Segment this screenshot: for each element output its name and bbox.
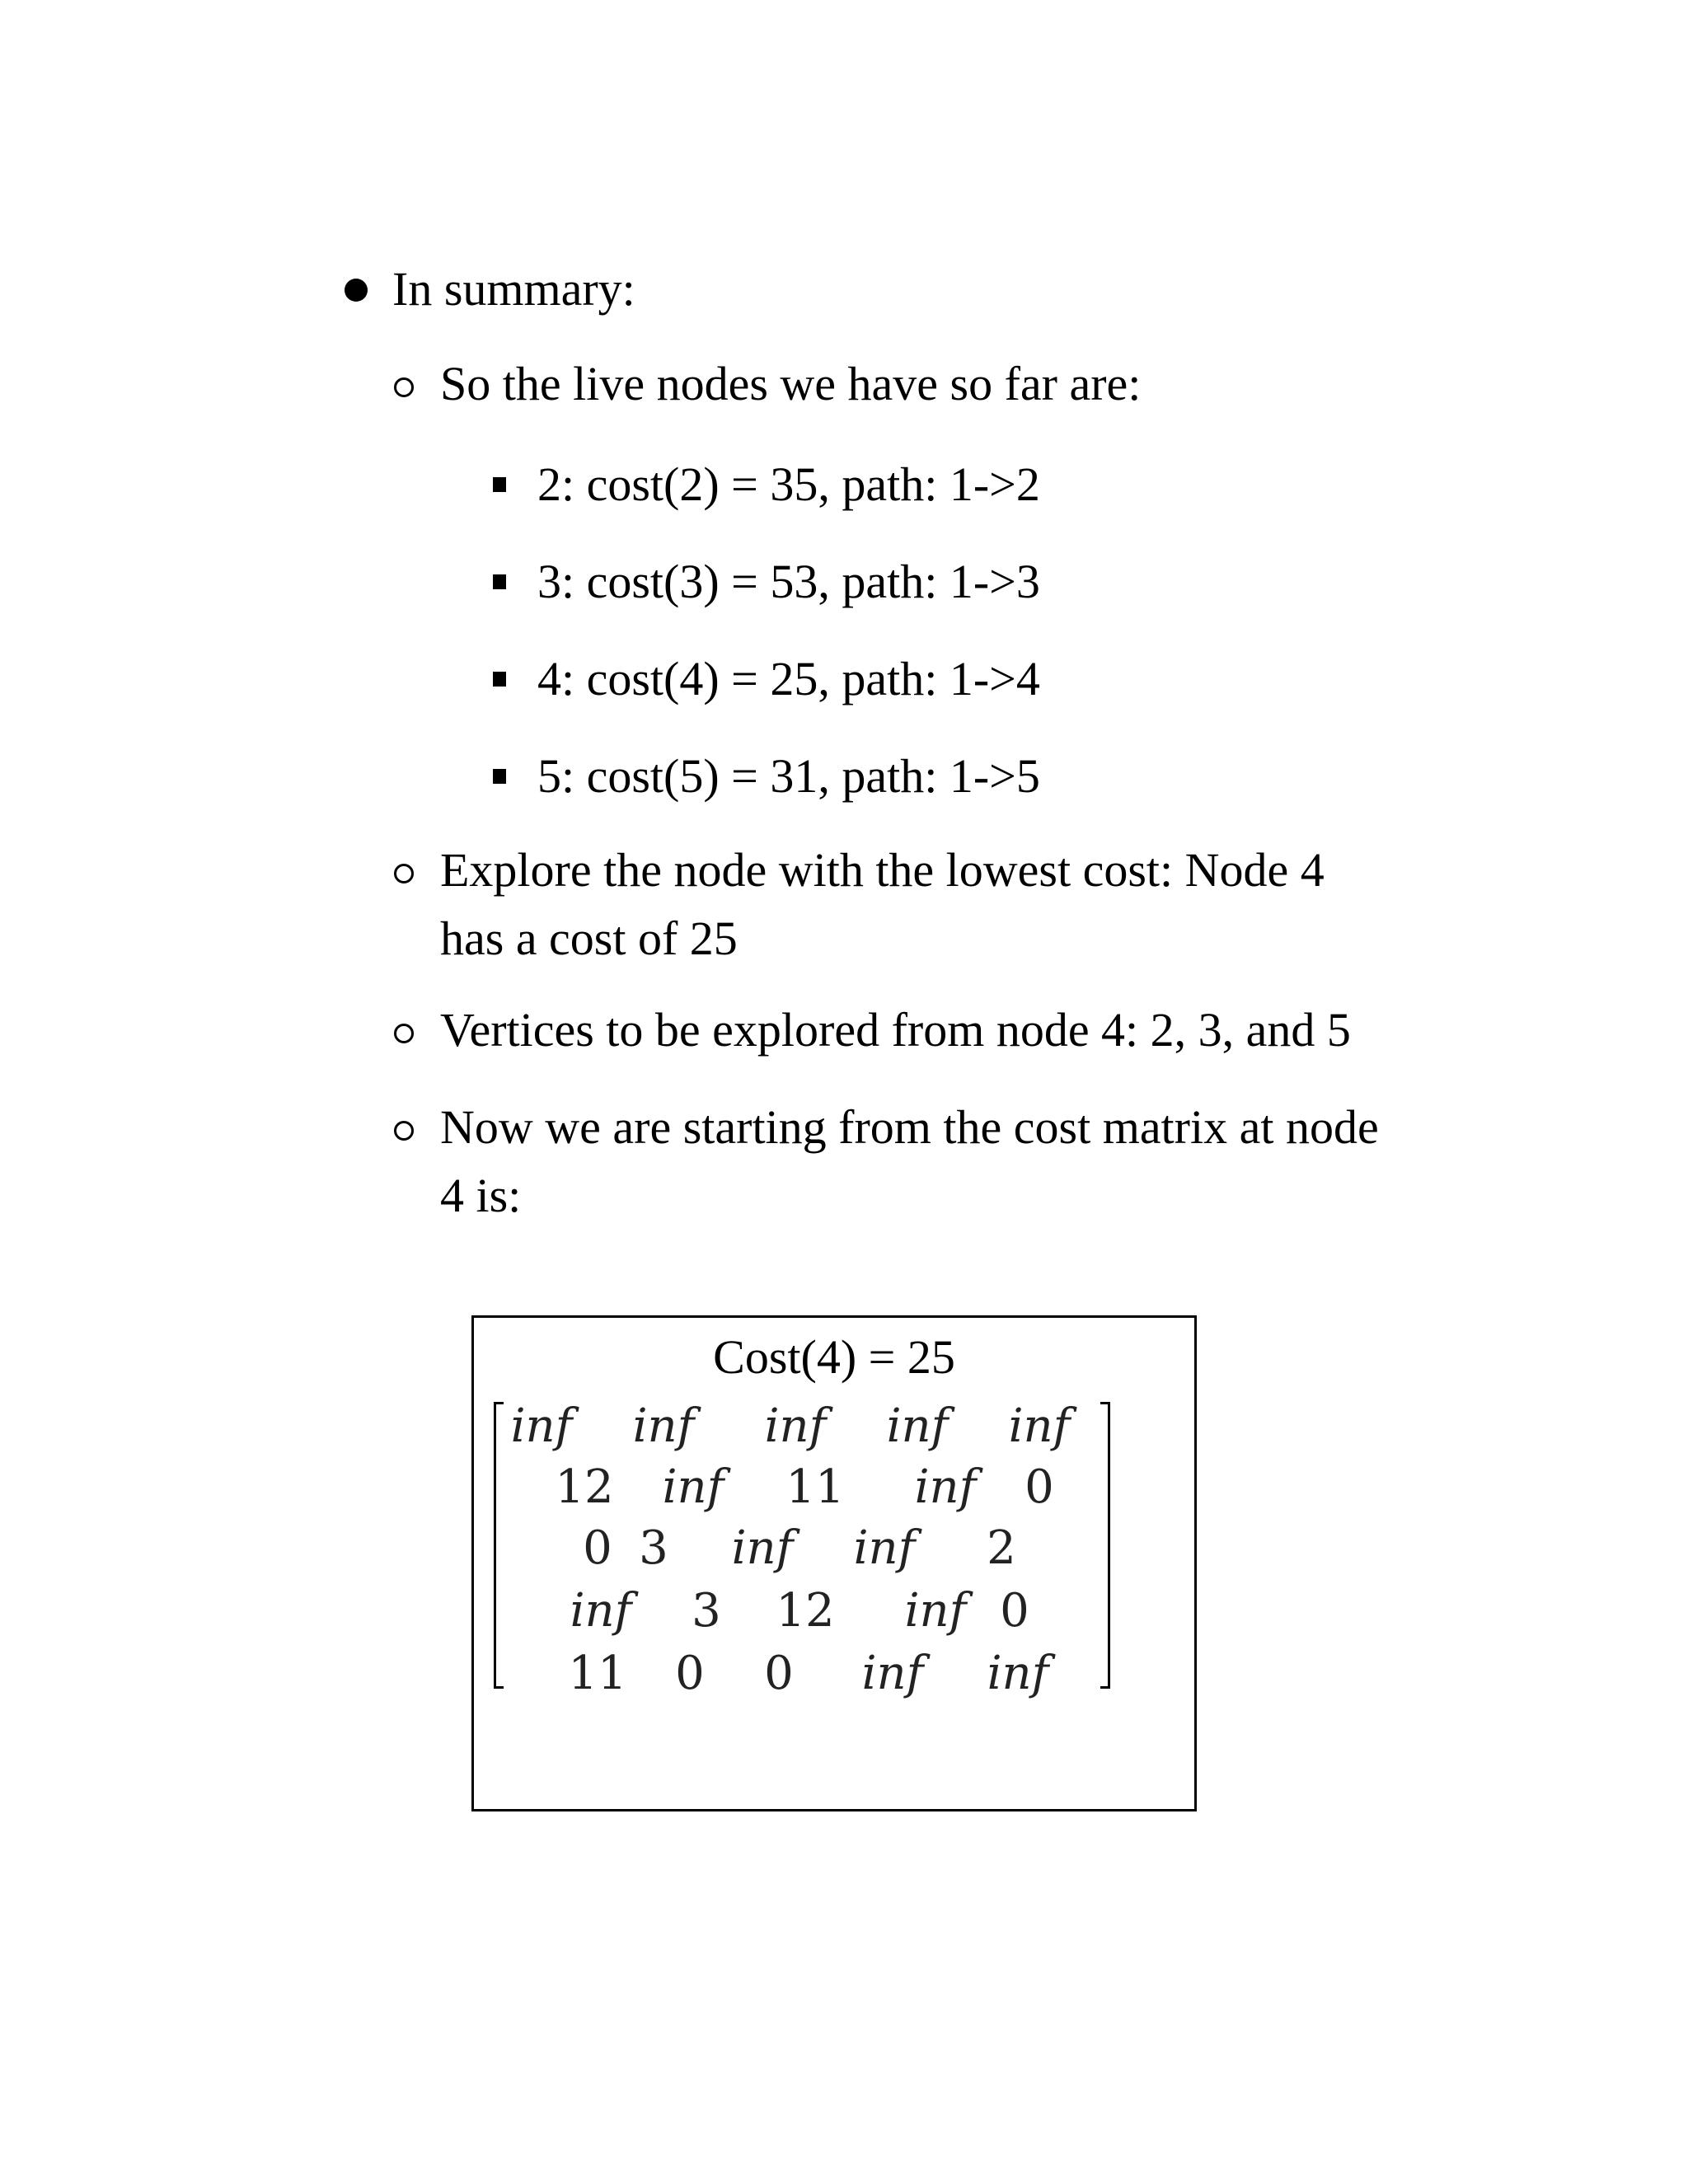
live-nodes-intro: So the live nodes we have so far are: [440,357,1142,410]
matrix-cell: 12 [555,1460,614,1514]
circle-bullet-icon [394,1024,414,1043]
matrix-cell: inf [861,1647,924,1700]
matrix-cell: 0 [764,1647,794,1700]
matrix-left-bracket [494,1402,504,1689]
circle-bullet-icon [394,864,414,883]
matrix-cell: 3 [639,1521,668,1575]
matrix-cell: inf [886,1399,949,1453]
matrix-cell: inf [987,1647,1049,1700]
matrix-cell: inf [904,1584,967,1638]
square-bullet-icon [493,574,506,589]
matrix-intro-line-2: 4 is: [440,1169,522,1222]
matrix-intro-line-1: Now we are starting from the cost matrix at node [440,1100,1379,1154]
matrix-cell: inf [853,1521,916,1575]
square-bullet-icon [493,672,506,687]
explore-line-2: has a cost of 25 [440,912,738,965]
live-node-item: 5: cost(5) = 31, path: 1->5 [537,749,1040,803]
bullet-dot-icon [345,279,368,302]
matrix-cell: 0 [1000,1584,1029,1638]
vertices-line: Vertices to be explored from node 4: 2, 3, and 5 [440,1003,1351,1057]
live-node-item: 2: cost(2) = 35, path: 1->2 [537,457,1040,511]
matrix-cell: 12 [776,1584,835,1638]
matrix-cell: inf [764,1399,827,1453]
matrix-cell: inf [632,1399,695,1453]
explore-line-1: Explore the node with the lowest cost: Node 4 [440,843,1325,897]
matrix-cell: 0 [1025,1460,1054,1514]
cost-matrix-title: Cost(4) = 25 [713,1330,955,1384]
live-node-item: 3: cost(3) = 53, path: 1->3 [537,555,1040,608]
live-node-item: 4: cost(4) = 25, path: 1->4 [537,652,1040,705]
matrix-cell: 11 [785,1460,845,1514]
summary-heading: In summary: [392,262,635,316]
matrix-right-bracket [1100,1402,1110,1689]
circle-bullet-icon [394,1121,414,1141]
cost-matrix-figure [471,1315,1197,1811]
matrix-cell: inf [914,1460,977,1514]
matrix-cell: 2 [987,1521,1016,1575]
square-bullet-icon [493,477,506,492]
matrix-cell: 11 [568,1647,627,1700]
matrix-cell: inf [510,1399,573,1453]
matrix-cell: inf [1008,1399,1071,1453]
matrix-cell: 3 [692,1584,721,1638]
matrix-cell: 0 [675,1647,705,1700]
matrix-cell: 0 [583,1521,612,1575]
square-bullet-icon [493,769,506,784]
matrix-cell: inf [731,1521,794,1575]
matrix-cell: inf [662,1460,724,1514]
circle-bullet-icon [394,377,414,397]
matrix-cell: inf [570,1584,632,1638]
